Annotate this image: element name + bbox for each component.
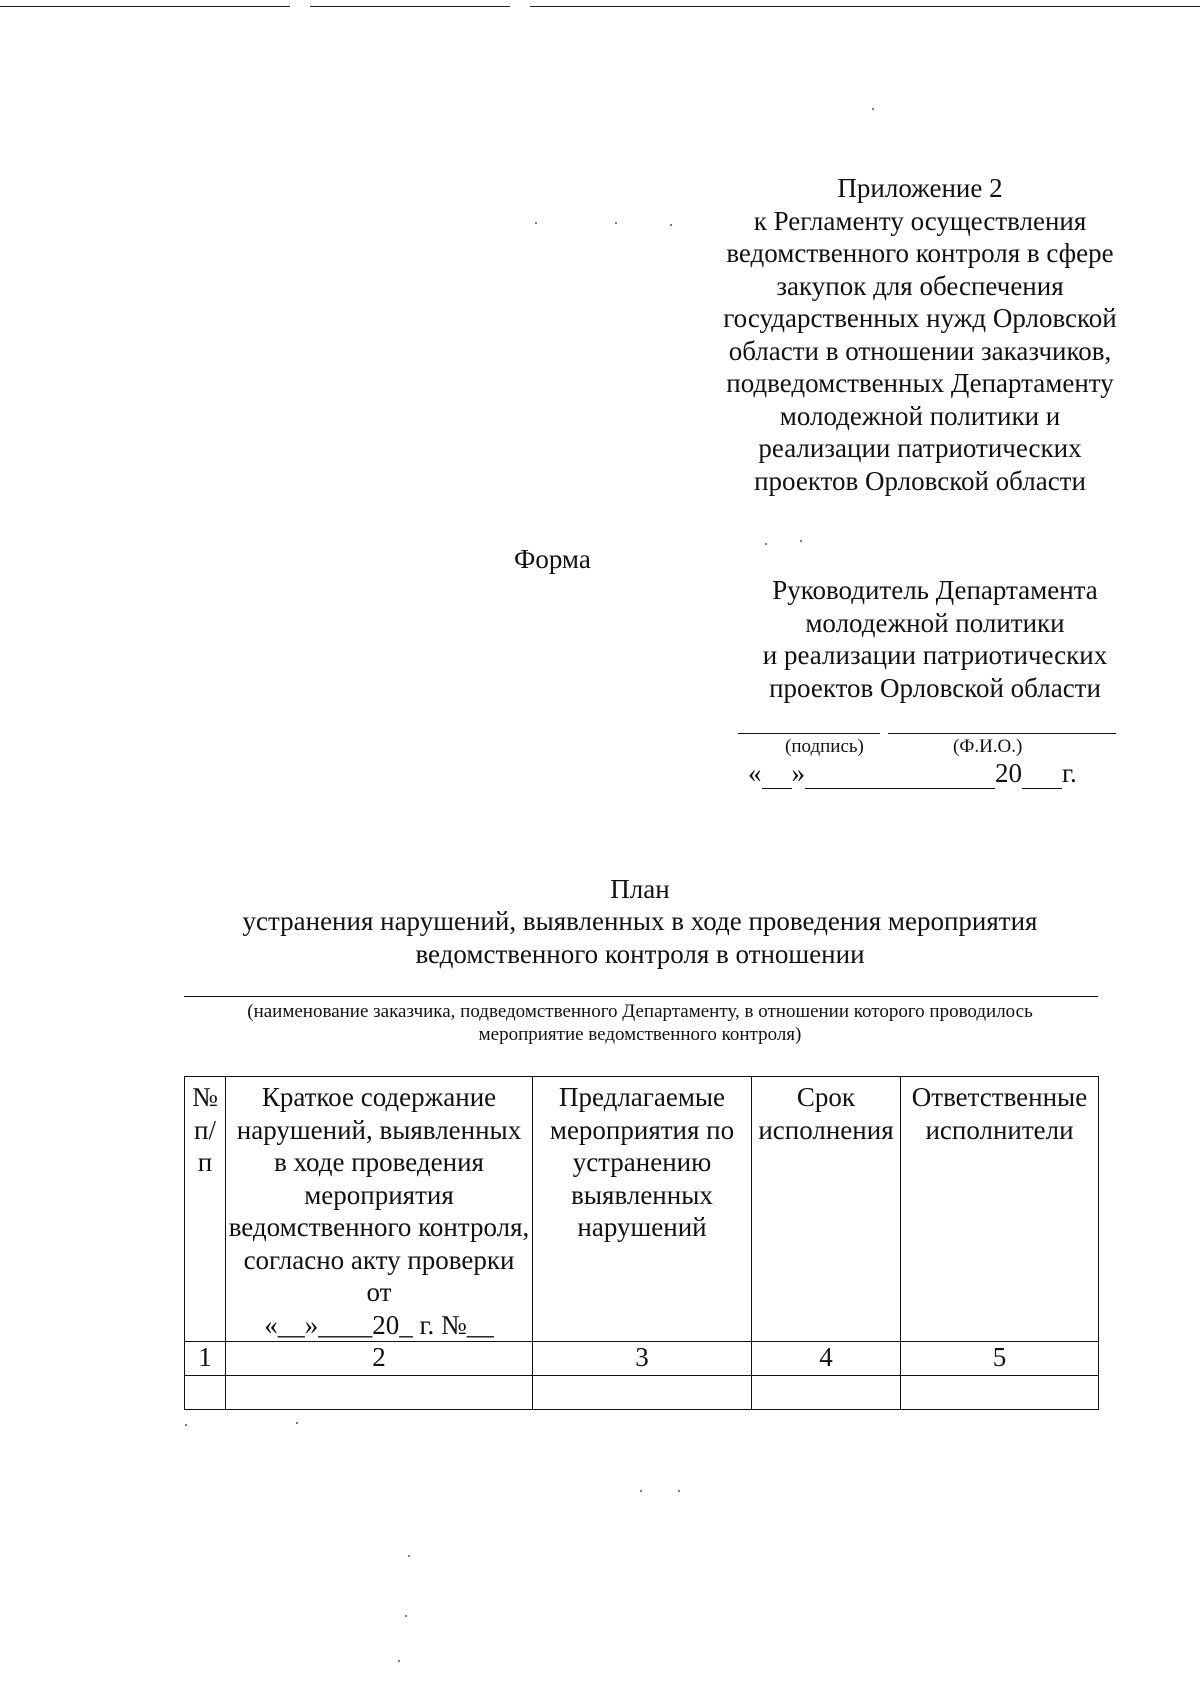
scan-speck (408, 1555, 410, 1557)
scan-speck (765, 543, 767, 545)
scan-edge-line (530, 6, 1200, 7)
plan-subtitle (170, 905, 1110, 970)
appendix-line: подведомственных Департаменту (726, 368, 1114, 398)
scan-speck (615, 222, 617, 224)
column-number-cell: 1 (185, 1342, 226, 1376)
approval-line: и реализации патриотических (762, 640, 1108, 670)
plan-table (184, 1076, 1099, 1410)
table-row (185, 1342, 1099, 1376)
table-header-row (185, 1077, 1099, 1342)
header-deadline: Срок исполнения (752, 1077, 901, 1342)
plan-subtitle-line: ведомственного контроля в отношении (415, 938, 865, 969)
column-number-cell: 2 (226, 1342, 533, 1376)
date-close-quote: » (791, 758, 805, 788)
table-cell (185, 1376, 226, 1410)
approval-line: молодежной политики (805, 607, 1065, 638)
header-measures: Предлагаемые мероприятия по устранению выявленных нарушений (533, 1077, 752, 1342)
header-number: № п/п (185, 1077, 226, 1342)
header-act-date-number: «__»____20_ г. №__ (264, 1309, 494, 1340)
table-cell (901, 1376, 1099, 1410)
appendix-line: государственных нужд Орловской (723, 303, 1117, 333)
date-year-prefix: 20 (995, 758, 1022, 788)
scan-speck (535, 222, 537, 224)
date-year-blank (1022, 762, 1062, 789)
date-day-blank (762, 762, 792, 789)
column-number-cell: 3 (533, 1342, 752, 1376)
table-row (185, 1376, 1099, 1410)
scan-speck (640, 1490, 642, 1492)
header-violations (226, 1077, 533, 1342)
appendix-line: закупок для обеспечения (776, 270, 1064, 301)
full-name-line (888, 733, 1116, 734)
approval-line: проектов Орловской области (769, 672, 1101, 703)
customer-name-line (184, 996, 1098, 997)
plan-title: План (610, 874, 670, 904)
column-number-cell: 4 (752, 1342, 901, 1376)
appendix-line: к Регламенту осуществления (753, 205, 1087, 236)
scan-edge-line (310, 6, 510, 7)
scan-speck (800, 540, 802, 542)
signature-line (738, 733, 880, 734)
customer-name-caption: (наименование заказчика, подведомственного Департаменту, в отношении которого проводилось мероприятие ведомственного контроля) (247, 1001, 1033, 1045)
appendix-line: проектов Орловской области (754, 465, 1086, 496)
appendix-block (690, 172, 1150, 497)
table-cell (533, 1376, 752, 1410)
scan-speck (185, 1424, 187, 1426)
scan-speck (398, 1660, 400, 1662)
scan-speck (405, 1615, 407, 1617)
approval-block (735, 574, 1135, 704)
full-name-caption: (Ф.И.О.) (953, 736, 1023, 757)
appendix-line: ведомственного контроля в сфере (726, 238, 1114, 268)
appendix-line: реализации патриотических (758, 433, 1082, 463)
date-month-blank (805, 762, 995, 789)
header-responsible: Ответственные исполнители (901, 1077, 1099, 1342)
date-open-quote: « (748, 758, 762, 788)
scan-speck (296, 1422, 298, 1424)
column-number-cell: 5 (901, 1342, 1099, 1376)
table-cell (226, 1376, 533, 1410)
header-violations-text: Краткое содержание нарушений, выявленных в ходе проведения мероприятия ведомственного контроля, согласно акту проверки от (228, 1082, 530, 1307)
appendix-line: области в отношении заказчиков, (728, 335, 1112, 366)
approval-date (748, 758, 1108, 789)
appendix-line: молодежной политики и (779, 400, 1061, 431)
plan-subtitle-line: устранения нарушений, выявленных в ходе проведения мероприятия (242, 906, 1038, 936)
appendix-line: Приложение 2 (837, 173, 1003, 203)
table-cell (752, 1376, 901, 1410)
signature-caption: (подпись) (785, 736, 864, 757)
approval-line: Руководитель Департамента (772, 575, 1098, 605)
scan-speck (678, 1490, 680, 1492)
form-label: Форма (514, 544, 591, 574)
scan-speck (670, 224, 672, 226)
scan-edge-line (0, 6, 290, 7)
scan-speck (872, 108, 874, 110)
date-year-suffix: г. (1062, 758, 1077, 788)
